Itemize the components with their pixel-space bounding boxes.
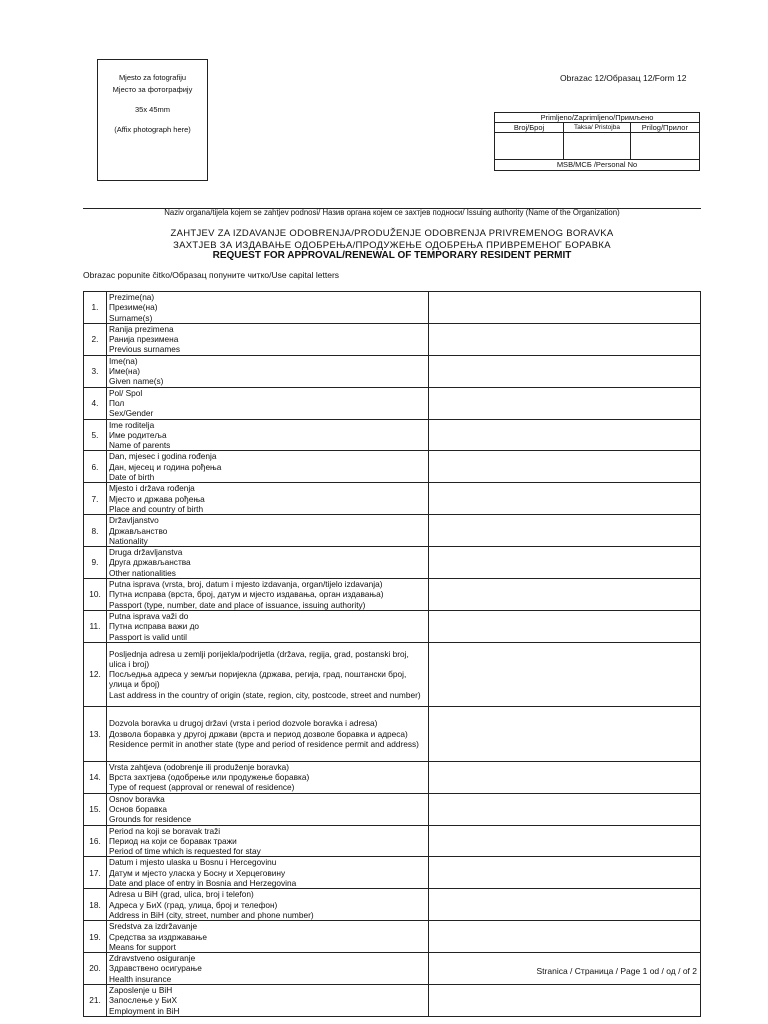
row-label-line: Address in BiH (city, street, number and phone number) (109, 909, 314, 920)
form-row (84, 387, 701, 419)
row-number: 21. (84, 985, 107, 1017)
registry-box (494, 112, 700, 171)
form-row (84, 292, 701, 324)
row-label-line: Last address in the country of origin (state, region, city, postcode, street and number) (109, 689, 421, 700)
row-label-line: Date of birth (109, 472, 155, 483)
form-row (84, 857, 701, 889)
form-row (84, 889, 701, 921)
photo-instruction: (Affix photograph here) (114, 125, 191, 134)
row-label-line: Ranija prezimena (109, 323, 174, 334)
row-label-line: Презиме(на) (109, 302, 158, 313)
form-row (84, 642, 701, 706)
row-answer-field[interactable] (429, 985, 701, 1017)
row-label-line: Health insurance (109, 973, 172, 984)
row-label-line: Путна исправа (врста, број, датум и мјесто издавања, орган издавања) (109, 589, 384, 600)
form-row (84, 483, 701, 515)
fill-instruction: Obrazac popunite čitko/Образац попуните читко/Use capital letters (83, 270, 340, 280)
title-english: REQUEST FOR APPROVAL/RENEWAL OF TEMPORARY RESIDENT PERMIT (212, 250, 572, 261)
form-row (84, 706, 701, 761)
form-row (84, 323, 701, 355)
row-label-line: Državljanstvo (109, 515, 159, 526)
row-answer-field[interactable] (429, 921, 701, 953)
row-label-line: Датум и мјесто уласка у Босну и Херцеговину (109, 867, 286, 878)
row-label (107, 857, 429, 889)
row-label-line: Putna isprava važi do (109, 610, 189, 621)
row-label-line: Residence permit in another state (type and period of residence permit and address) (109, 738, 419, 749)
row-label-line: Putna isprava (vrsta, broj, datum i mjesto izdavanja, organ/tijelo izdavanja) (109, 579, 383, 590)
row-label-line: Sredstva za izdržavanje (109, 921, 198, 932)
form-row (84, 610, 701, 642)
row-label (107, 292, 429, 324)
form-row (84, 451, 701, 483)
row-number: 17. (84, 857, 107, 889)
photo-placeholder (97, 59, 208, 181)
row-label-line: Здравствено осигурање (109, 963, 202, 974)
row-label-line: Средства за издржавање (109, 931, 207, 942)
row-label-line: Date and place of entry in Bosnia and Herzegovina (109, 878, 297, 889)
row-answer-field[interactable] (429, 547, 701, 579)
row-label-line: Druga državljanstva (109, 547, 183, 558)
row-label-line: Prezime(na) (109, 292, 155, 302)
row-label (107, 642, 429, 706)
row-label (107, 387, 429, 419)
row-number: 18. (84, 889, 107, 921)
form-row (84, 419, 701, 451)
row-label-line: Osnov boravka (109, 793, 165, 804)
row-label-line: Путна исправа важи до (109, 621, 200, 632)
row-answer-field[interactable] (429, 889, 701, 921)
row-label-line: Држављанство (109, 525, 168, 536)
row-label-line: Type of request (approval or renewal of residence) (109, 782, 295, 793)
row-label-line: Passport is valid until (109, 631, 187, 642)
row-label (107, 793, 429, 825)
row-label-line: Vrsta zahtjeva (odobrenje ili produženje boravka) (109, 761, 290, 772)
row-label-line: Place and country of birth (109, 503, 204, 514)
page-footer: Stranica / Страница / Page 1 od / од / of 2 (536, 966, 697, 976)
row-number: 9. (84, 547, 107, 579)
row-label-line: Основ боравка (109, 803, 167, 814)
registry-personal-no: MSB/МСБ /Personal No (556, 160, 638, 169)
row-label-line: Sex/Gender (109, 408, 154, 419)
row-label-line: Ime(na) (109, 355, 138, 366)
authority-label: Naziv organa/tijela kojem se zahtjev podnosi/ Назив органа којем се захтјев подноси/ Issuing authority (Name of the Organization) (164, 208, 620, 217)
row-label (107, 579, 429, 611)
row-label-line: Дан, мјесец и година рођења (109, 461, 222, 472)
row-label-line: Врста захтјева (одобрење или продужење боравка) (109, 772, 310, 783)
row-label (107, 953, 429, 985)
row-label-line: Посљедња адреса у земљи поријекла (држава, регија, град, поштански број, улица и број) (109, 669, 407, 690)
form-row (84, 579, 701, 611)
title-latin: ZAHTJEV ZA IZDAVANJE ODOBRENJA/PRODUŽENJE ODOBRENJA PRIVREMENOG BORAVKA (170, 228, 614, 239)
row-label (107, 825, 429, 857)
row-label-line: Posljednja adresa u zemlji porijekla/podrijetla (država, regija, grad, postanski broj, ulica i broj) (109, 648, 409, 669)
row-label-line: Друга држављанства (109, 557, 191, 568)
row-number: 13. (84, 706, 107, 761)
row-label-line: Zaposlenje u BiH (109, 985, 173, 996)
row-label-line: Адреса у БиХ (град, улица, број и телефон) (109, 899, 278, 910)
row-answer-field[interactable] (429, 451, 701, 483)
registry-header-row (495, 123, 699, 133)
row-label-line: Datum i mjesto ulaska u Bosnu i Hercegovinu (109, 857, 277, 868)
row-label-line: Name of parents (109, 440, 171, 451)
application-form-table (83, 291, 701, 1017)
row-number: 14. (84, 761, 107, 793)
row-number: 11. (84, 610, 107, 642)
row-number: 4. (84, 387, 107, 419)
photo-size: 35x 45mm (134, 105, 170, 114)
row-number: 7. (84, 483, 107, 515)
form-row (84, 921, 701, 953)
row-label (107, 355, 429, 387)
registry-input-row (495, 133, 699, 160)
row-label (107, 706, 429, 761)
row-label-line: Период на који се боравак тражи (109, 835, 237, 846)
row-label (107, 451, 429, 483)
form-row (84, 761, 701, 793)
row-number: 6. (84, 451, 107, 483)
row-number: 1. (84, 292, 107, 324)
row-answer-field[interactable] (429, 387, 701, 419)
registry-attachment-label: Prilog/Прилог (641, 123, 689, 132)
row-label-line: Име(на) (109, 366, 141, 377)
photo-label-latin: Mjesto za fotografiju (118, 73, 187, 82)
row-label-line: Ранија презимена (109, 334, 179, 345)
form-row (84, 793, 701, 825)
row-answer-field[interactable] (429, 642, 701, 706)
form-row (84, 515, 701, 547)
row-label (107, 610, 429, 642)
registry-number-field[interactable] (495, 133, 564, 159)
photo-label-cyrillic: Мјесто за фотографију (112, 85, 193, 94)
row-label-line: Period na koji se boravak traži (109, 825, 221, 836)
row-label-line: Dozvola boravka u drugoj državi (vrsta i period dozvole boravka i adresa) (109, 718, 378, 729)
row-label-line: Surname(s) (109, 312, 153, 323)
row-label (107, 889, 429, 921)
row-label-line: Nationality (109, 535, 148, 546)
row-answer-field[interactable] (429, 761, 701, 793)
row-answer-field[interactable] (429, 292, 701, 324)
row-answer-field[interactable] (429, 610, 701, 642)
row-number: 8. (84, 515, 107, 547)
row-label-line: Other nationalities (109, 567, 176, 578)
row-label-line: Dan, mjesec i godina rođenja (109, 451, 217, 462)
row-label-line: Adresa u BiH (grad, ulica, broj i telefon) (109, 889, 254, 900)
form-row (84, 547, 701, 579)
row-label (107, 921, 429, 953)
row-answer-field[interactable] (429, 706, 701, 761)
row-label-line: Mjesto i država rođenja (109, 483, 195, 494)
row-number: 20. (84, 953, 107, 985)
row-label-line: Име родитеља (109, 429, 167, 440)
row-number: 12. (84, 642, 107, 706)
row-answer-field[interactable] (429, 419, 701, 451)
row-label (107, 483, 429, 515)
row-number: 10. (84, 579, 107, 611)
row-label (107, 419, 429, 451)
row-label-line: Запослење у БиХ (109, 995, 178, 1006)
row-number: 2. (84, 323, 107, 355)
row-answer-field[interactable] (429, 793, 701, 825)
form-id: Obrazac 12/Образац 12/Form 12 (560, 73, 687, 83)
registry-number-label: Broj/Број (495, 123, 564, 132)
row-label-line: Дозвола боравка у другој држави (врста и период дозволе боравка и адреса) (109, 728, 408, 739)
row-number: 16. (84, 825, 107, 857)
row-label-line: Мјесто и држава рођења (109, 493, 205, 504)
row-number: 15. (84, 793, 107, 825)
row-label-line: Previous surnames (109, 344, 181, 355)
row-label-line: Given name(s) (109, 376, 164, 387)
row-label (107, 761, 429, 793)
registry-tax-field[interactable] (564, 133, 631, 159)
row-answer-field[interactable] (429, 857, 701, 889)
form-row (84, 355, 701, 387)
registry-tax-label: Taksa/ Pristojba (564, 123, 631, 132)
row-label (107, 985, 429, 1017)
row-label-line: Period of time which is requested for stay (109, 846, 261, 857)
row-label-line: Grounds for residence (109, 814, 192, 825)
row-label-line: Zdravstveno osiguranje (109, 953, 196, 964)
row-label-line: Pol/ Spol (109, 387, 143, 398)
row-answer-field[interactable] (429, 483, 701, 515)
row-label-line: Пол (109, 397, 125, 408)
row-label-line: Passport (type, number, date and place of issuance, issuing authority) (109, 599, 366, 610)
row-answer-field[interactable] (429, 355, 701, 387)
row-number: 3. (84, 355, 107, 387)
form-row (84, 985, 701, 1017)
registry-received: Primljeno/Zaprimljeno/Примљено (495, 113, 699, 123)
registry-attachment-field[interactable] (631, 133, 699, 159)
row-label (107, 515, 429, 547)
row-answer-field[interactable] (429, 579, 701, 611)
form-row (84, 825, 701, 857)
row-label (107, 323, 429, 355)
row-number: 19. (84, 921, 107, 953)
row-label-line: Employment in BiH (109, 1005, 180, 1016)
row-answer-field[interactable] (429, 323, 701, 355)
title-cyrillic: ЗАХТЈЕВ ЗА ИЗДАВАЊЕ ОДОБРЕЊА/ПРОДУЖЕЊЕ ОДОБРЕЊА ПРИВРЕМЕНОГ БОРАВКА (173, 240, 611, 251)
row-label-line: Means for support (109, 941, 176, 952)
row-answer-field[interactable] (429, 515, 701, 547)
row-label (107, 547, 429, 579)
row-answer-field[interactable] (429, 825, 701, 857)
row-number: 5. (84, 419, 107, 451)
row-label-line: Ime roditelja (109, 419, 155, 430)
